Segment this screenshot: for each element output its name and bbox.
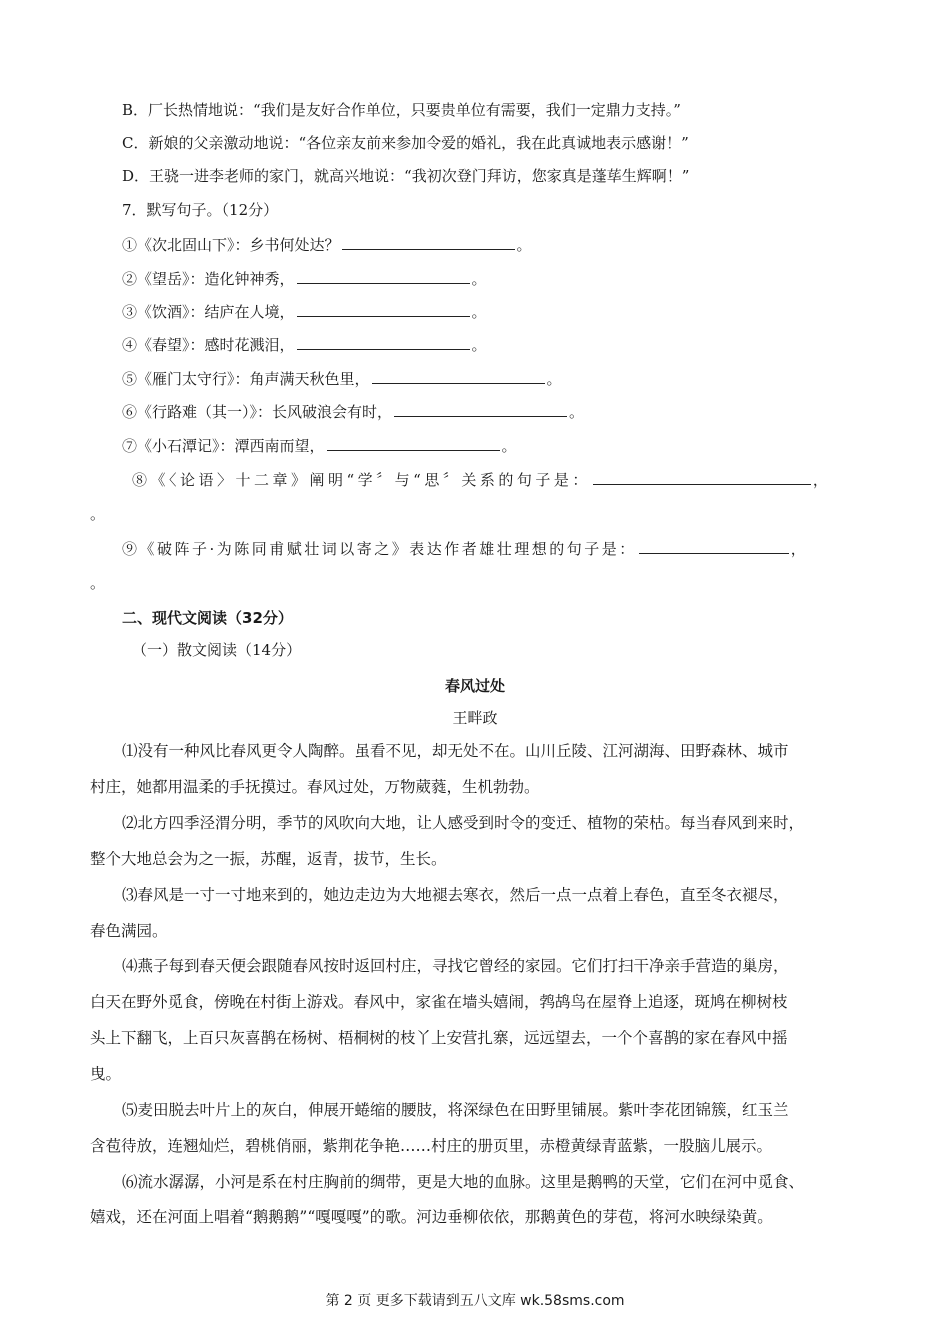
fill-item-9 [122,538,806,559]
fill-item-end: 。 [569,403,585,421]
fill-item-comma: ， [812,471,828,489]
article-line: 嬉戏，还在河面上唱着“鹅鹅鹅”“嘎嘎嘎”的歌。河边垂柳依依，那鹅黄色的芽苞，将河水映绿染黄。 [90,1208,773,1226]
article-line: 曳。 [90,1065,122,1083]
article-line: 春色满园。 [90,922,168,940]
article-line: 村庄，她都用温柔的手抚摸过。春风过处，万物葳蕤，生机勃勃。 [90,778,540,796]
fill-item-end: 。 [471,336,487,354]
fill-item-9-end: 。 [90,574,106,592]
article-line: ⑶春风是一寸一寸地来到的，她边走边为大地褪去寒衣，然后一点一点着上春色，直至冬衣褪尽， [122,886,789,904]
fill-item-end: 。 [546,370,562,388]
article-author: 王畔政 [452,709,498,727]
fill-item-end: 。 [516,236,532,254]
answer-blank[interactable] [593,469,811,485]
fill-item-3 [122,301,487,322]
fill-item-prompt: ④《春望》：感时花溅泪， [122,336,295,354]
fill-item-8 [132,469,828,490]
fill-item-prompt: ⑤《雁门太守行》：角声满天秋色里， [122,370,370,388]
answer-blank[interactable] [342,234,515,250]
fill-item-5 [122,368,562,389]
fill-item-prompt: ⑦《小石潭记》：潭西南而望， [122,437,325,455]
fill-item-1 [122,234,532,255]
answer-blank[interactable] [394,401,567,417]
option-d: D．王骁一进李老师的家门，就高兴地说：“我初次登门拜访，您家真是蓬荜生辉啊！” [122,167,690,185]
article-line: ⑷燕子每到春天便会跟随春风按时返回村庄，寻找它曾经的家园。它们打扫干净亲手营造的巢房， [122,957,789,975]
fill-item-2 [122,268,487,289]
fill-item-prompt: ⑨《破阵子·为陈同甫赋壮词以寄之》表达作者雄壮理想的句子是： [122,540,637,558]
fill-item-prompt: ②《望岳》：造化钟神秀， [122,270,295,288]
option-c: C．新娘的父亲激动地说：“各位亲友前来参加令爱的婚礼，我在此真诚地表示感谢！” [122,134,689,152]
fill-item-end: 。 [471,270,487,288]
question-7-title: 7．默写句子。（12分） [122,201,279,219]
fill-item-4 [122,334,487,355]
article-line: 头上下翻飞，上百只灰喜鹊在杨树、梧桐树的枝丫上安营扎寨，远远望去，一个个喜鹊的家在春风中摇 [90,1029,788,1047]
article-line: 白天在野外觅食，傍晚在村街上游戏。春风中，家雀在墙头嬉闹，鹁鸪鸟在屋脊上追逐，斑鸠在柳树枝 [90,993,788,1011]
fill-item-end: 。 [501,437,517,455]
article-line: ⑸麦田脱去叶片上的灰白，伸展开蜷缩的腰肢，将深绿色在田野里铺展。紫叶李花团锦簇，红玉兰 [122,1101,789,1119]
fill-item-6 [122,401,584,422]
fill-item-8-end: 。 [90,505,106,523]
article-line: ⑹流水潺潺，小河是系在村庄胸前的绸带，更是大地的血脉。这里是鹅鸭的天堂，它们在河中觅食、 [122,1173,805,1191]
fill-item-prompt: ⑧《〈论语〉十二章》阐明“学〞与“思〞关系的句子是： [132,471,591,489]
fill-item-end: 。 [471,303,487,321]
fill-item-prompt: ①《次北固山下》：乡书何处达？ [122,236,340,254]
page-footer: 第 2 页 更多下载请到五八文库 wk.58sms.com [325,1293,625,1309]
option-b: B．厂长热情地说：“我们是友好合作单位，只要贵单位有需要，我们一定鼎力支持。” [122,101,681,119]
answer-blank[interactable] [297,334,470,350]
answer-blank[interactable] [297,301,470,317]
fill-item-comma: ， [790,540,806,558]
fill-item-7 [122,435,517,456]
article-line: ⑴没有一种风比春风更令人陶醉。虽看不见，却无处不在。山川丘陵、江河湖海、田野森林、城市 [122,742,789,760]
article-line: ⑵北方四季泾渭分明，季节的风吹向大地，让人感受到时令的变迁、植物的荣枯。每当春风到来时， [122,814,805,832]
answer-blank[interactable] [327,435,500,451]
fill-item-prompt: ⑥《行路难（其一）》：长风破浪会有时， [122,403,393,421]
fill-item-prompt: ③《饮酒》：结庐在人境， [122,303,295,321]
section-2-subtitle: （一）散文阅读（14分） [132,641,302,659]
article-title: 春风过处 [444,677,505,695]
answer-blank[interactable] [297,268,470,284]
article-line: 整个大地总会为之一振，苏醒，返青，拔节，生长。 [90,850,447,868]
answer-blank[interactable] [639,538,789,554]
section-2-title: 二、现代文阅读（32分） [122,609,293,627]
article-line: 含苞待放，连翘灿烂，碧桃俏丽，紫荆花争艳……村庄的册页里，赤橙黄绿青蓝紫，一股脑儿展示。 [90,1137,773,1155]
answer-blank[interactable] [372,368,545,384]
